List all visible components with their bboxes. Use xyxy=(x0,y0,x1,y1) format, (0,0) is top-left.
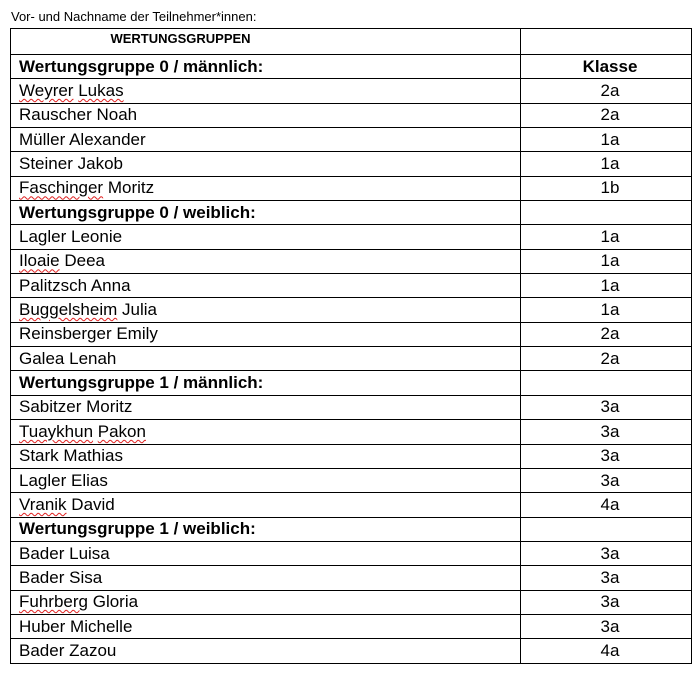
participant-class: 2a xyxy=(521,322,692,346)
participant-given-name: David xyxy=(71,494,115,514)
participant-class: 1a xyxy=(521,225,692,249)
participant-class: 3a xyxy=(521,444,692,468)
participant-name-cell xyxy=(11,152,521,176)
participant-surname: Sabitzer xyxy=(19,397,82,417)
participant-class: 1a xyxy=(521,249,692,273)
participant-row xyxy=(11,176,692,200)
participant-surname: Bader xyxy=(19,567,65,587)
participant-name-cell xyxy=(11,274,521,298)
participant-row xyxy=(11,79,692,103)
participant-name-cell xyxy=(11,176,521,200)
participant-surname: Bader xyxy=(19,640,65,660)
document-caption: Vor- und Nachname der Teilnehmer*innen: xyxy=(11,9,257,24)
participant-class: 2a xyxy=(521,347,692,371)
participant-given-name: Elias xyxy=(71,470,108,490)
group-header-row xyxy=(11,55,692,79)
participant-given-name: Leonie xyxy=(71,227,123,247)
participant-row xyxy=(11,225,692,249)
participant-row xyxy=(11,395,692,419)
participant-row xyxy=(11,347,692,371)
participant-given-name: Jakob xyxy=(77,154,123,174)
participant-name-cell xyxy=(11,225,521,249)
participant-given-name: Lenah xyxy=(69,348,117,368)
participant-row xyxy=(11,614,692,638)
participant-row xyxy=(11,444,692,468)
results-table xyxy=(10,28,692,664)
participant-surname: Galea xyxy=(19,348,65,368)
participant-given-name: Emily xyxy=(116,324,158,344)
participant-given-name: Moritz xyxy=(86,397,133,417)
participant-given-name: Moritz xyxy=(107,178,155,198)
participant-row xyxy=(11,493,692,517)
participant-surname: Fuhrberg xyxy=(19,592,88,612)
participant-class: 1a xyxy=(521,152,692,176)
participant-name-cell xyxy=(11,347,521,371)
participant-name-cell xyxy=(11,420,521,444)
group-title: Wertungsgruppe 1 / weiblich: xyxy=(11,517,521,541)
participant-row xyxy=(11,152,692,176)
participant-name-cell xyxy=(11,541,521,565)
participant-row xyxy=(11,468,692,492)
participant-given-name: Lukas xyxy=(78,81,124,101)
participant-surname: Stark xyxy=(19,446,59,466)
participant-class: 3a xyxy=(521,566,692,590)
participant-name-cell xyxy=(11,639,521,663)
results-table-body xyxy=(11,29,692,664)
participant-class: 2a xyxy=(521,103,692,127)
participant-given-name: Deea xyxy=(64,251,106,271)
participant-row xyxy=(11,541,692,565)
participant-surname: Huber xyxy=(19,616,66,636)
group-header-row xyxy=(11,201,692,225)
group-title: Wertungsgruppe 1 / männlich: xyxy=(11,371,521,395)
participant-surname: Palitzsch xyxy=(19,275,88,295)
participant-name-cell xyxy=(11,395,521,419)
participant-row xyxy=(11,639,692,663)
participant-row xyxy=(11,128,692,152)
participant-name-cell xyxy=(11,444,521,468)
participant-surname: Tuaykhun xyxy=(19,421,94,441)
participant-row xyxy=(11,103,692,127)
participant-surname: Reinsberger xyxy=(19,324,112,344)
participant-given-name: Anna xyxy=(90,275,131,295)
participant-row xyxy=(11,566,692,590)
participant-given-name: Luisa xyxy=(69,543,110,563)
participant-surname: Weyrer xyxy=(19,81,74,101)
participant-class: 3a xyxy=(521,541,692,565)
participant-row xyxy=(11,274,692,298)
participant-class: 2a xyxy=(521,79,692,103)
group-class-empty-cell xyxy=(521,517,692,541)
group-header-row xyxy=(11,371,692,395)
participant-name-cell xyxy=(11,103,521,127)
participant-surname: Lagler xyxy=(19,470,67,490)
participant-name-cell xyxy=(11,298,521,322)
participant-given-name: Alexander xyxy=(69,129,146,149)
participant-name-cell xyxy=(11,590,521,614)
participant-name-cell xyxy=(11,249,521,273)
table-title: WERTUNGSGRUPPEN xyxy=(11,29,521,55)
group-header-row xyxy=(11,517,692,541)
participant-surname: Rauscher xyxy=(19,105,92,125)
participant-class: 3a xyxy=(521,468,692,492)
participant-given-name: Sisa xyxy=(69,567,103,587)
participant-row xyxy=(11,590,692,614)
participant-given-name: Zazou xyxy=(69,640,117,660)
table-title-row xyxy=(11,29,692,55)
participant-class: 1a xyxy=(521,274,692,298)
participant-class: 4a xyxy=(521,493,692,517)
participant-class: 4a xyxy=(521,639,692,663)
group-title: Wertungsgruppe 0 / weiblich: xyxy=(11,201,521,225)
participant-surname: Vranik xyxy=(19,494,67,514)
participant-name-cell xyxy=(11,468,521,492)
participant-name-cell xyxy=(11,614,521,638)
participant-row xyxy=(11,298,692,322)
participant-row xyxy=(11,420,692,444)
participant-surname: Buggelsheim xyxy=(19,300,118,320)
participant-given-name: Julia xyxy=(122,300,157,320)
participant-class: 1b xyxy=(521,176,692,200)
participant-row xyxy=(11,249,692,273)
participant-given-name: Gloria xyxy=(92,592,139,612)
participant-class: 3a xyxy=(521,395,692,419)
participant-surname: Iloaie xyxy=(19,251,60,271)
participant-class: 3a xyxy=(521,590,692,614)
participant-name-cell xyxy=(11,128,521,152)
table-title-empty-cell xyxy=(521,29,692,55)
participant-name-cell xyxy=(11,566,521,590)
participant-name-cell xyxy=(11,79,521,103)
participant-class: 3a xyxy=(521,614,692,638)
participant-given-name: Mathias xyxy=(63,446,123,466)
participant-surname: Steiner xyxy=(19,154,73,174)
group-class-empty-cell xyxy=(521,371,692,395)
participant-surname: Bader xyxy=(19,543,65,563)
participant-class: 3a xyxy=(521,420,692,444)
class-column-header: Klasse xyxy=(521,55,692,79)
group-title: Wertungsgruppe 0 / männlich: xyxy=(11,55,521,79)
participant-surname: Faschinger xyxy=(19,178,104,198)
participant-given-name: Michelle xyxy=(70,616,133,636)
participant-row xyxy=(11,322,692,346)
participant-given-name: Noah xyxy=(96,105,138,125)
participant-given-name: Pakon xyxy=(97,421,146,441)
participant-name-cell xyxy=(11,493,521,517)
participant-surname: Lagler xyxy=(19,227,67,247)
group-class-empty-cell xyxy=(521,201,692,225)
participant-class: 1a xyxy=(521,128,692,152)
participant-surname: Müller xyxy=(19,129,66,149)
participant-name-cell xyxy=(11,322,521,346)
participant-class: 1a xyxy=(521,298,692,322)
